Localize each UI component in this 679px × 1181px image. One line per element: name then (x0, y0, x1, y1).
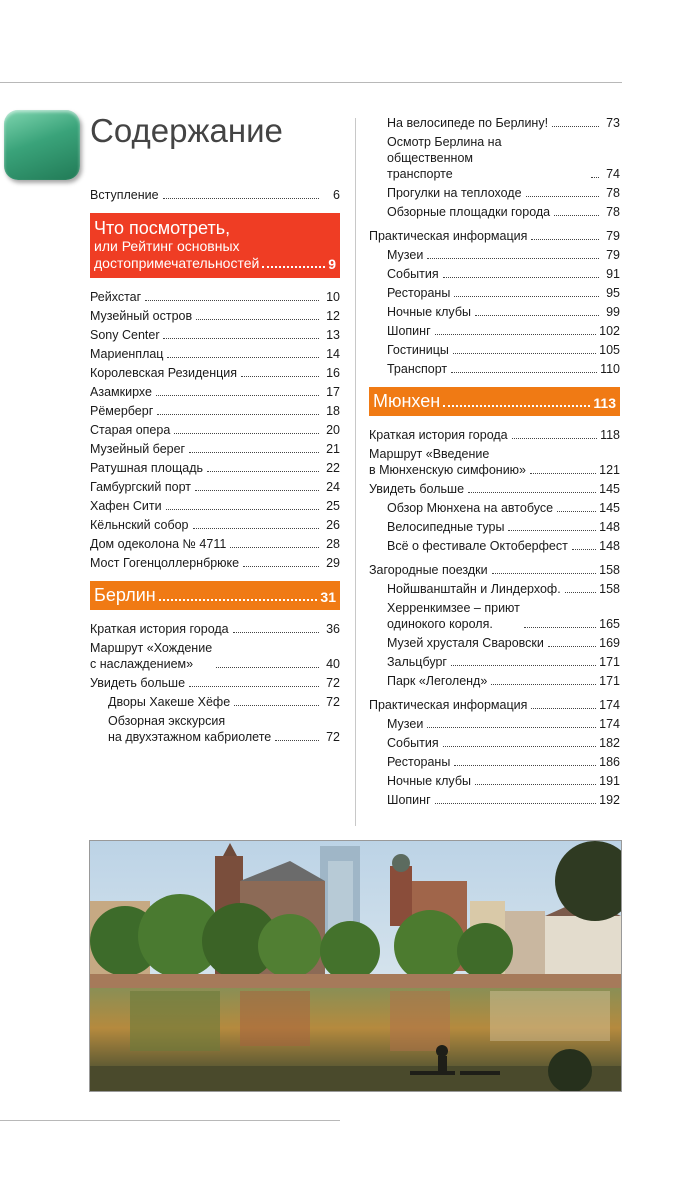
rating-entry[interactable]: Sony Center 13 (90, 328, 340, 342)
section-tab-marker (4, 110, 80, 180)
toc-entry-berlin-route[interactable]: Маршрут «Хождение с наслаждением» 40 (90, 641, 340, 671)
toc-entry-public-transport-tour[interactable]: Осмотр Берлина на общественном транспорте 74 (387, 135, 620, 181)
rating-entry[interactable]: Ратушная площадь 22 (90, 461, 340, 475)
rating-entry[interactable]: Азамкирхе 17 (90, 385, 340, 399)
berlin-practical-entry[interactable]: Ночные клубы 99 (387, 305, 620, 319)
munich-trips-entry[interactable]: Зальцбург 171 (387, 655, 620, 669)
band-munich-page: 113 (593, 395, 616, 411)
toc-entry-viewpoints[interactable]: Обзорные площадки города 78 (387, 205, 620, 219)
toc-entry-hackesche[interactable]: Дворы Хакеше Хёфе 72 (108, 695, 340, 709)
berlin-practical-entry[interactable]: События 91 (387, 267, 620, 281)
berlin-practical-list (369, 244, 620, 377)
berlin-practical-entry[interactable]: Гостиницы 105 (387, 343, 620, 357)
bottom-rule (0, 1120, 340, 1121)
munich-trips-list (369, 632, 620, 689)
berlin-practical-entry[interactable]: Рестораны 95 (387, 286, 620, 300)
band-rating-line1: Что посмотреть, (94, 218, 231, 238)
toc-entry-herrenchiemsee[interactable]: Херренкимзее – приют одинокого короля. 165 (387, 601, 620, 631)
berlin-practical-entry[interactable]: Музеи 79 (387, 248, 620, 262)
rating-entry[interactable]: Королевская Резиденция 16 (90, 366, 340, 380)
toc-entry-berlin-history[interactable]: Краткая история города 36 (90, 622, 340, 636)
munich-practical-entry[interactable]: Рестораны 186 (387, 755, 620, 769)
rating-entry[interactable]: Рёмерберг 18 (90, 404, 340, 418)
rating-entry[interactable]: Дом одеколона № 4711 28 (90, 537, 340, 551)
rating-list (90, 286, 340, 571)
band-rating-page: 9 (328, 256, 336, 272)
toc-entry-bike-berlin[interactable]: На велосипеде по Берлину! 73 (387, 116, 620, 130)
rating-entry[interactable]: Мариенплац 14 (90, 347, 340, 361)
top-rule (0, 82, 622, 83)
toc-entry-berlin-more[interactable]: Увидеть больше 72 (90, 676, 340, 690)
munich-practical-entry[interactable]: Ночные клубы 191 (387, 774, 620, 788)
berlin-practical-entry[interactable]: Транспорт 110 (387, 362, 620, 376)
section-band-berlin[interactable] (90, 581, 340, 610)
munich-practical-list (369, 713, 620, 808)
rating-entry[interactable]: Мост Гогенцоллернбрюке 29 (90, 556, 340, 570)
toc-entry-berlin-practical[interactable]: Практическая информация 79 (369, 229, 620, 243)
column-divider (355, 118, 356, 826)
toc-entry-munich-more[interactable]: Увидеть больше 145 (369, 482, 620, 496)
band-rating-line3: достопримечательностей (94, 255, 260, 271)
toc-entry-neuschwanstein[interactable]: Нойшванштайн и Линдерхоф. 158 (387, 582, 620, 596)
rating-entry[interactable]: Хафен Сити 25 (90, 499, 340, 513)
munich-more-entry[interactable]: Обзор Мюнхена на автобусе 145 (387, 501, 620, 515)
munich-trips-entry[interactable]: Музей хрусталя Сваровски 169 (387, 636, 620, 650)
toc-entry-cabrio-tour[interactable]: Обзорная экскурсия на двухэтажном кабриолете 72 (108, 714, 340, 744)
munich-practical-entry[interactable]: События 182 (387, 736, 620, 750)
rating-entry[interactable]: Рейхстаг 10 (90, 290, 340, 304)
rating-entry[interactable]: Кёльнский собор 26 (90, 518, 340, 532)
munich-practical-entry[interactable]: Музеи 174 (387, 717, 620, 731)
rating-entry[interactable]: Старая опера 20 (90, 423, 340, 437)
section-band-munich[interactable] (369, 387, 620, 416)
toc-entry-munich-practical[interactable]: Практическая информация 174 (369, 698, 620, 712)
munich-trips-entry[interactable]: Парк «Леголенд» 171 (387, 674, 620, 688)
rating-entry[interactable]: Музейный остров 12 (90, 309, 340, 323)
munich-more-entry[interactable]: Велосипедные туры 148 (387, 520, 620, 534)
munich-more-entry[interactable]: Всё о фестивале Октоберфест 148 (387, 539, 620, 553)
band-rating-line2: или Рейтинг основных (94, 238, 240, 254)
rating-entry[interactable]: Музейный берег 21 (90, 442, 340, 456)
toc-entry-munich-history[interactable]: Краткая история города 118 (369, 428, 620, 442)
toc-entry-intro[interactable]: Вступление 6 (90, 188, 340, 202)
toc-entry-munich-route[interactable]: Маршрут «Введение в Мюнхенскую симфонию» 121 (369, 447, 620, 477)
toc-right-column (369, 112, 620, 808)
band-berlin-label: Берлин (94, 585, 156, 605)
toc-entry-munich-trips[interactable]: Загородные поездки 158 (369, 563, 620, 577)
band-berlin-page: 31 (320, 589, 336, 605)
toc-left-column (90, 184, 340, 745)
munich-more-list (369, 497, 620, 554)
munich-practical-entry[interactable]: Шопинг 192 (387, 793, 620, 807)
rating-entry[interactable]: Гамбургский порт 24 (90, 480, 340, 494)
city-river-photo (89, 840, 622, 1092)
page-title: Содержание (90, 112, 283, 149)
section-band-rating[interactable] (90, 213, 340, 278)
berlin-practical-entry[interactable]: Шопинг 102 (387, 324, 620, 338)
toc-entry-boat-trips[interactable]: Прогулки на теплоходе 78 (387, 186, 620, 200)
band-munich-label: Мюнхен (373, 391, 441, 411)
